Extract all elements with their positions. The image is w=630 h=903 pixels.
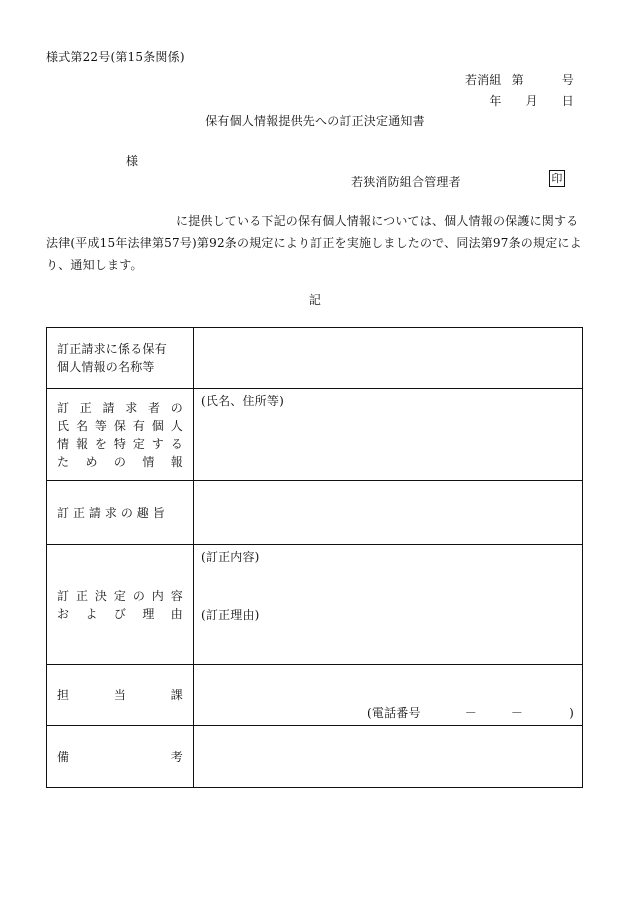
label-char: 情 <box>142 454 155 469</box>
label-line <box>57 435 183 453</box>
label-char: 名 <box>75 418 89 433</box>
table-row-decision <box>47 545 583 665</box>
label-line <box>57 686 183 704</box>
label-char: 旨 <box>152 505 165 520</box>
requester-note: (氏名、住所等) <box>201 394 284 408</box>
label-char: 定 <box>113 588 127 603</box>
label-char: る <box>170 436 183 451</box>
label-line <box>57 605 183 623</box>
label-char: 内 <box>151 588 164 603</box>
label-request-purpose <box>47 481 194 545</box>
label-department <box>47 665 194 726</box>
label-char: 人 <box>170 418 183 433</box>
date-day: 日 <box>561 94 574 108</box>
label-line <box>57 399 183 417</box>
table-row-department <box>47 665 583 726</box>
label-char: 報 <box>170 454 183 469</box>
cell-remarks[interactable] <box>194 726 583 788</box>
phone-close: ) <box>569 706 574 720</box>
label-char: 正 <box>75 588 89 603</box>
body-paragraph: に提供している下記の保有個人情報については、個人情報の保護に関する法律(平成15年法律第57号)第92条の規定により訂正を実施しましたので、同法第97条の規定により、通知します。 <box>46 214 582 272</box>
decision-reason-note: (訂正理由) <box>201 608 260 622</box>
label-char: の <box>120 505 134 520</box>
label-char: 当 <box>113 688 127 702</box>
label-char: び <box>113 606 127 621</box>
label-char: 保 <box>113 418 127 433</box>
doc-no-prefix: 若消組 <box>464 73 502 87</box>
cell-requester[interactable] <box>194 389 583 481</box>
table-row-request-purpose <box>47 481 583 545</box>
phone-dash: － <box>464 706 477 720</box>
decision-content-note: (訂正内容) <box>201 550 260 564</box>
label-char: 等 <box>94 418 108 433</box>
label-line <box>57 417 183 435</box>
label-remarks <box>47 726 194 788</box>
cell-target-info[interactable] <box>194 328 583 389</box>
label-char: 備 <box>57 749 70 764</box>
label-char: 課 <box>170 688 183 702</box>
label-line: 訂正請求に係る保有 <box>57 342 167 356</box>
label-char: 由 <box>170 606 183 621</box>
notification-table <box>46 327 583 788</box>
label-char: 報 <box>75 436 89 451</box>
table-row-requester <box>47 389 583 481</box>
document-number-line <box>465 71 574 88</box>
cell-decision[interactable] <box>194 545 583 665</box>
label-char: す <box>151 436 164 451</box>
label-char: 正 <box>79 400 92 415</box>
seal-mark: 印 <box>549 170 565 187</box>
label-char: 求 <box>125 400 138 415</box>
doc-no-go: 号 <box>561 73 574 87</box>
label-char: 個 <box>151 418 164 433</box>
doc-no-dai: 第 <box>511 73 524 87</box>
label-char: 特 <box>113 436 127 451</box>
label-line <box>57 453 183 471</box>
recipient-honorific: 様 <box>126 154 139 168</box>
label-char: 容 <box>170 588 183 603</box>
label-char: 定 <box>132 436 146 451</box>
label-char: 担 <box>57 688 70 702</box>
label-line: 個人情報の名称等 <box>57 360 155 374</box>
label-char: 有 <box>132 418 146 433</box>
label-char: 氏 <box>57 418 70 433</box>
body-text <box>46 210 588 276</box>
date-line <box>489 92 574 109</box>
label-line <box>57 748 183 766</box>
label-char: 理 <box>142 606 155 621</box>
cell-request-purpose[interactable] <box>194 481 583 545</box>
table-row-remarks <box>47 726 583 788</box>
table-row-target-info <box>47 328 583 389</box>
label-char: の <box>170 400 183 415</box>
label-decision <box>47 545 194 665</box>
label-char: 訂 <box>57 588 70 603</box>
label-char: の <box>113 454 127 469</box>
ki-heading: 記 <box>308 293 322 307</box>
label-char: 求 <box>104 505 118 520</box>
label-char: め <box>85 454 98 469</box>
label-char: よ <box>85 606 98 621</box>
label-target-info <box>47 328 194 389</box>
label-char: 者 <box>148 400 161 415</box>
phone-dash: － <box>510 706 524 720</box>
label-char: 考 <box>170 749 183 764</box>
label-char: た <box>57 454 70 469</box>
label-char: 趣 <box>136 505 149 520</box>
label-char: 正 <box>72 505 86 520</box>
label-char: 決 <box>94 588 108 603</box>
label-char: 請 <box>88 505 102 520</box>
cell-department[interactable] <box>194 665 583 726</box>
label-line <box>57 504 183 522</box>
issuer-name: 若狭消防組合管理者 <box>351 175 461 189</box>
label-char: の <box>132 588 146 603</box>
label-char: 訂 <box>57 400 70 415</box>
label-requester <box>47 389 194 481</box>
date-month: 月 <box>525 94 538 108</box>
label-char: 情 <box>57 436 70 451</box>
label-char: 訂 <box>57 505 70 520</box>
phone-label: (電話番号 <box>367 706 421 720</box>
document-title: 保有個人情報提供先への訂正決定通知書 <box>205 114 425 128</box>
form-number: 様式第22号(第15条関係) <box>46 50 185 64</box>
label-char: お <box>57 606 70 621</box>
date-year: 年 <box>489 94 502 108</box>
phone-number-line <box>367 704 574 721</box>
label-line <box>57 587 183 605</box>
label-char: を <box>94 436 108 451</box>
label-char: 請 <box>102 400 115 415</box>
